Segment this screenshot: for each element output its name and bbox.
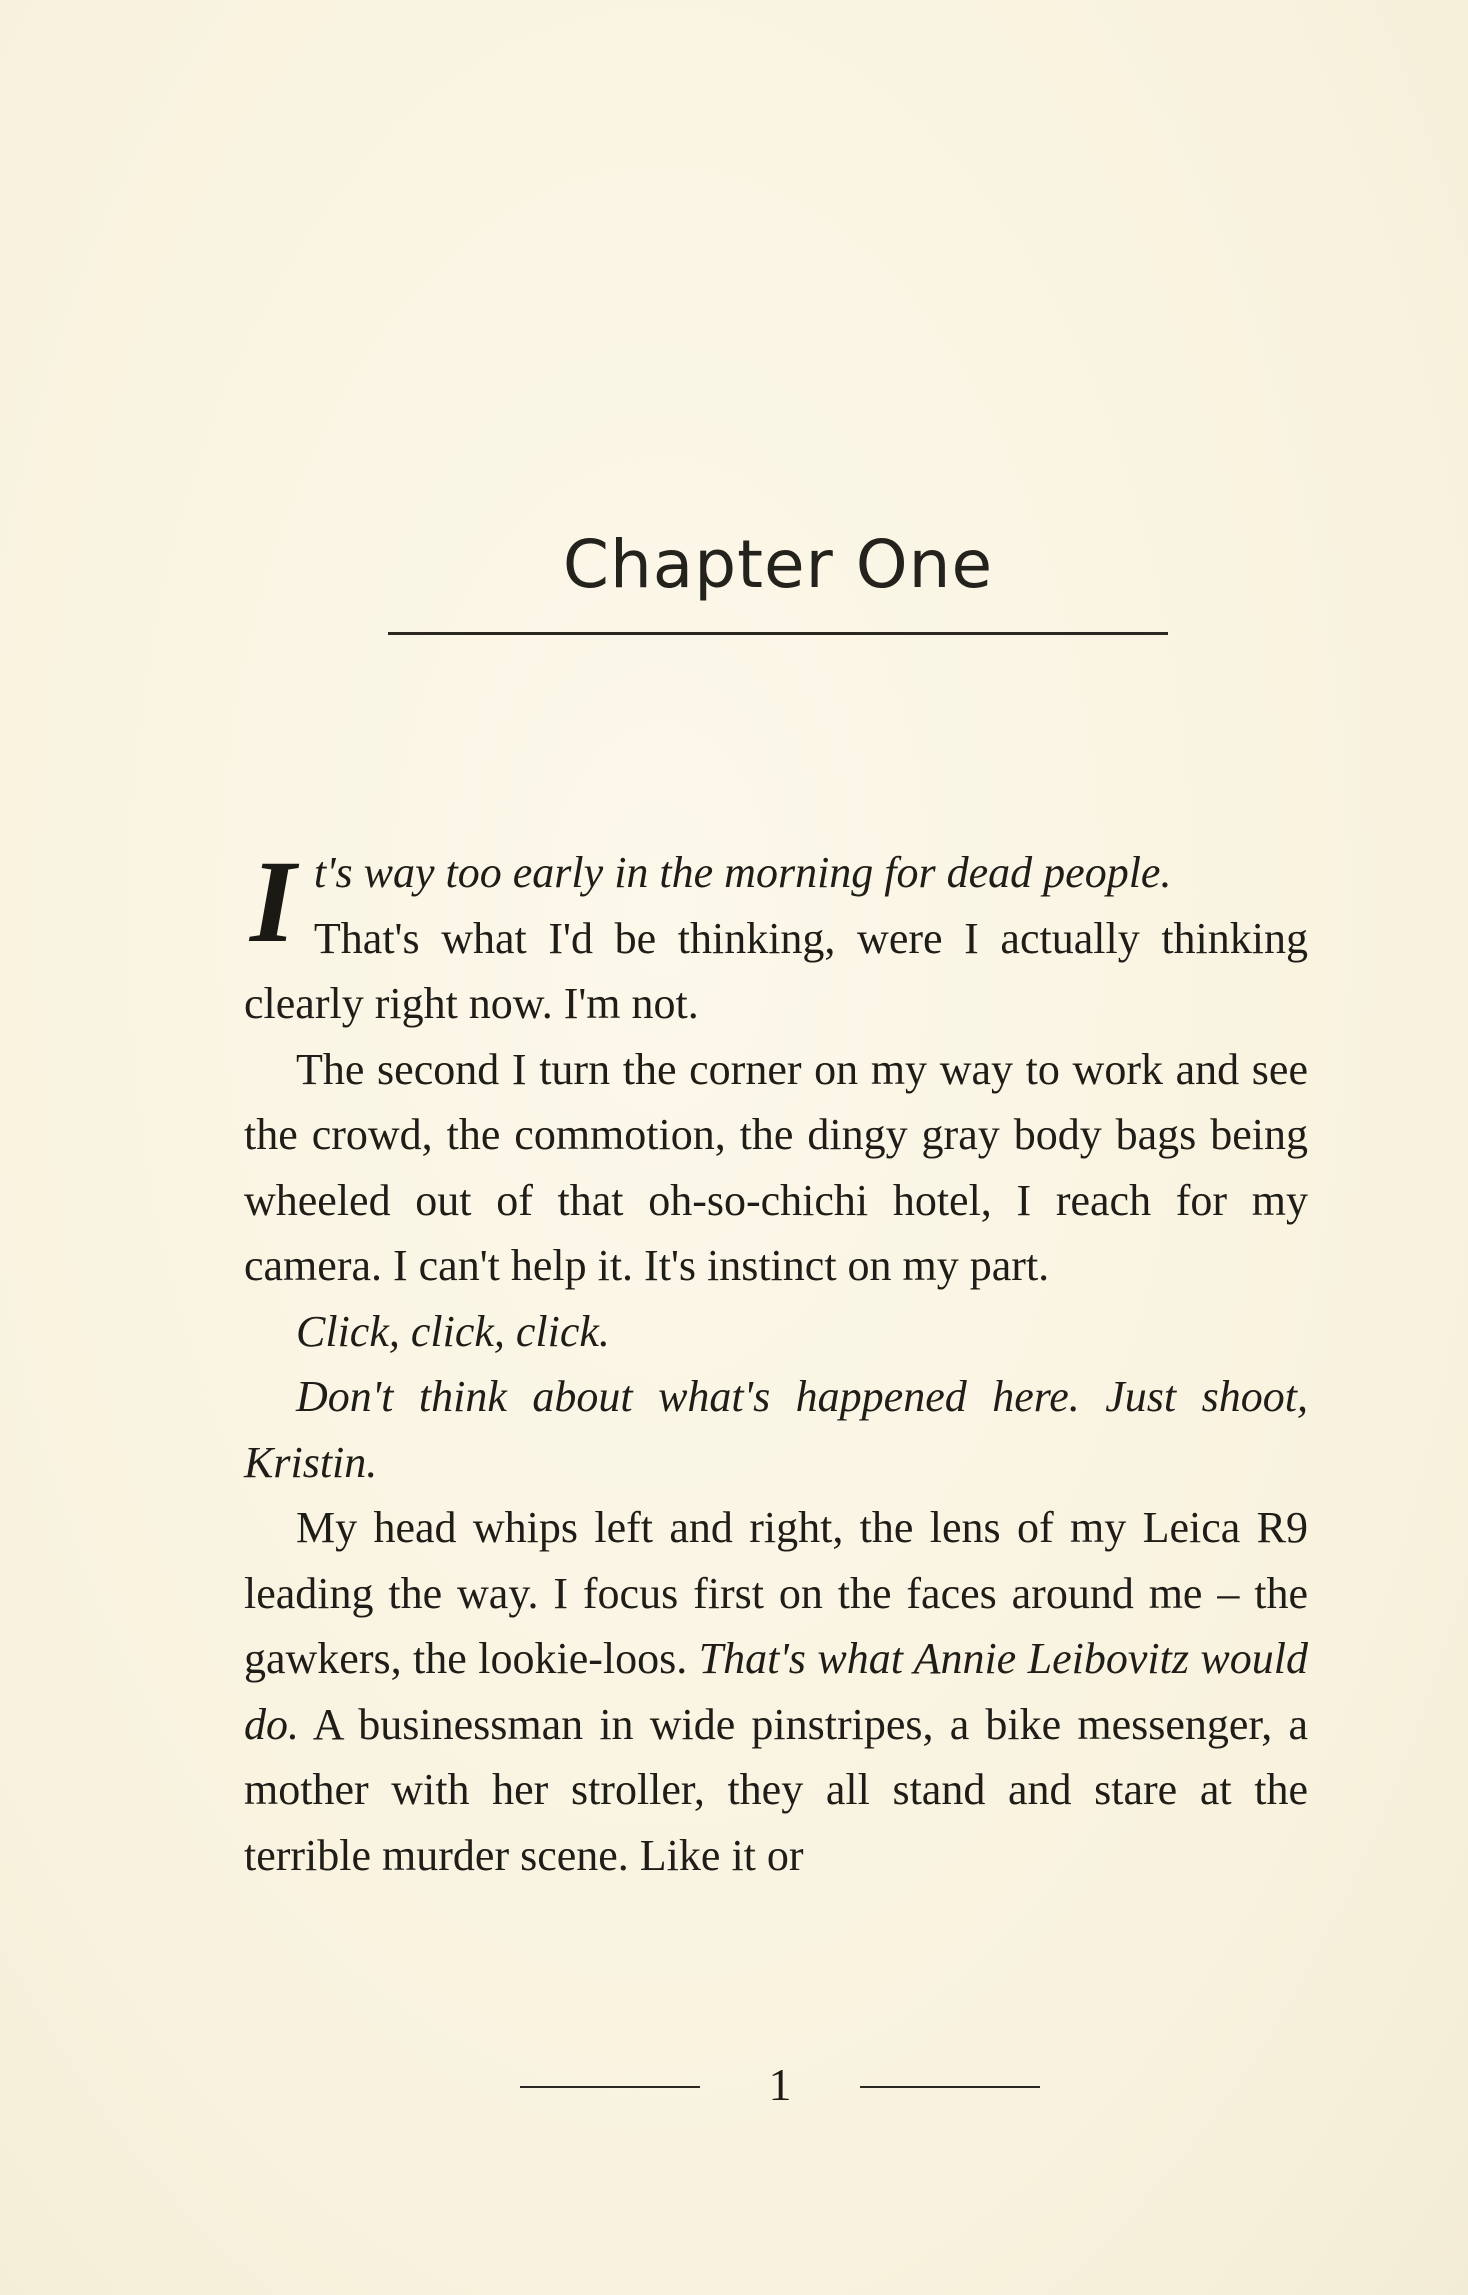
page-number: 1 bbox=[768, 2059, 792, 2110]
drop-cap: I bbox=[250, 836, 296, 967]
paragraph-5-italic: That's what Annie Leibovitz would do. bbox=[244, 1634, 1308, 1749]
page-footer bbox=[520, 2055, 1040, 2115]
paragraph-5-part-a: My head whips left and right, the lens of my Leica R9 leading the way. I focus first on the faces around me – the gawkers, the lookie-loos. bbox=[244, 1503, 1308, 1683]
title-underline bbox=[388, 632, 1168, 635]
paragraph-5 bbox=[244, 1495, 1308, 1888]
opening-line: t's way too early in the morning for dead people. bbox=[313, 848, 1172, 897]
chapter-title: Chapter One bbox=[562, 526, 994, 603]
footer-rule-right bbox=[860, 2086, 1040, 2088]
paragraph-3: Click, click, click. bbox=[296, 1306, 610, 1356]
chapter-body bbox=[244, 836, 1308, 1888]
opening-paragraph bbox=[244, 836, 1308, 1037]
paragraph-2: The second I turn the corner on my way to work and see the crowd, the commotion, the dingy gray body bags being wheeled out of that oh-so-chichi hotel, I reach for my camera. I can't help it. It's instinct on my part. bbox=[244, 1044, 1308, 1290]
paragraph-4: Don't think about what's happened here. Just shoot, Kristin. bbox=[244, 1372, 1308, 1487]
paragraph-5-part-c: A businessman in wide pinstripes, a bike messenger, a mother with her stroller, they all stand and stare at the terrible murder scene. Like it or bbox=[244, 1699, 1308, 1880]
paragraph-1: That's what I'd be thinking, were I actually thinking clearly right now. I'm not. bbox=[244, 913, 1308, 1028]
